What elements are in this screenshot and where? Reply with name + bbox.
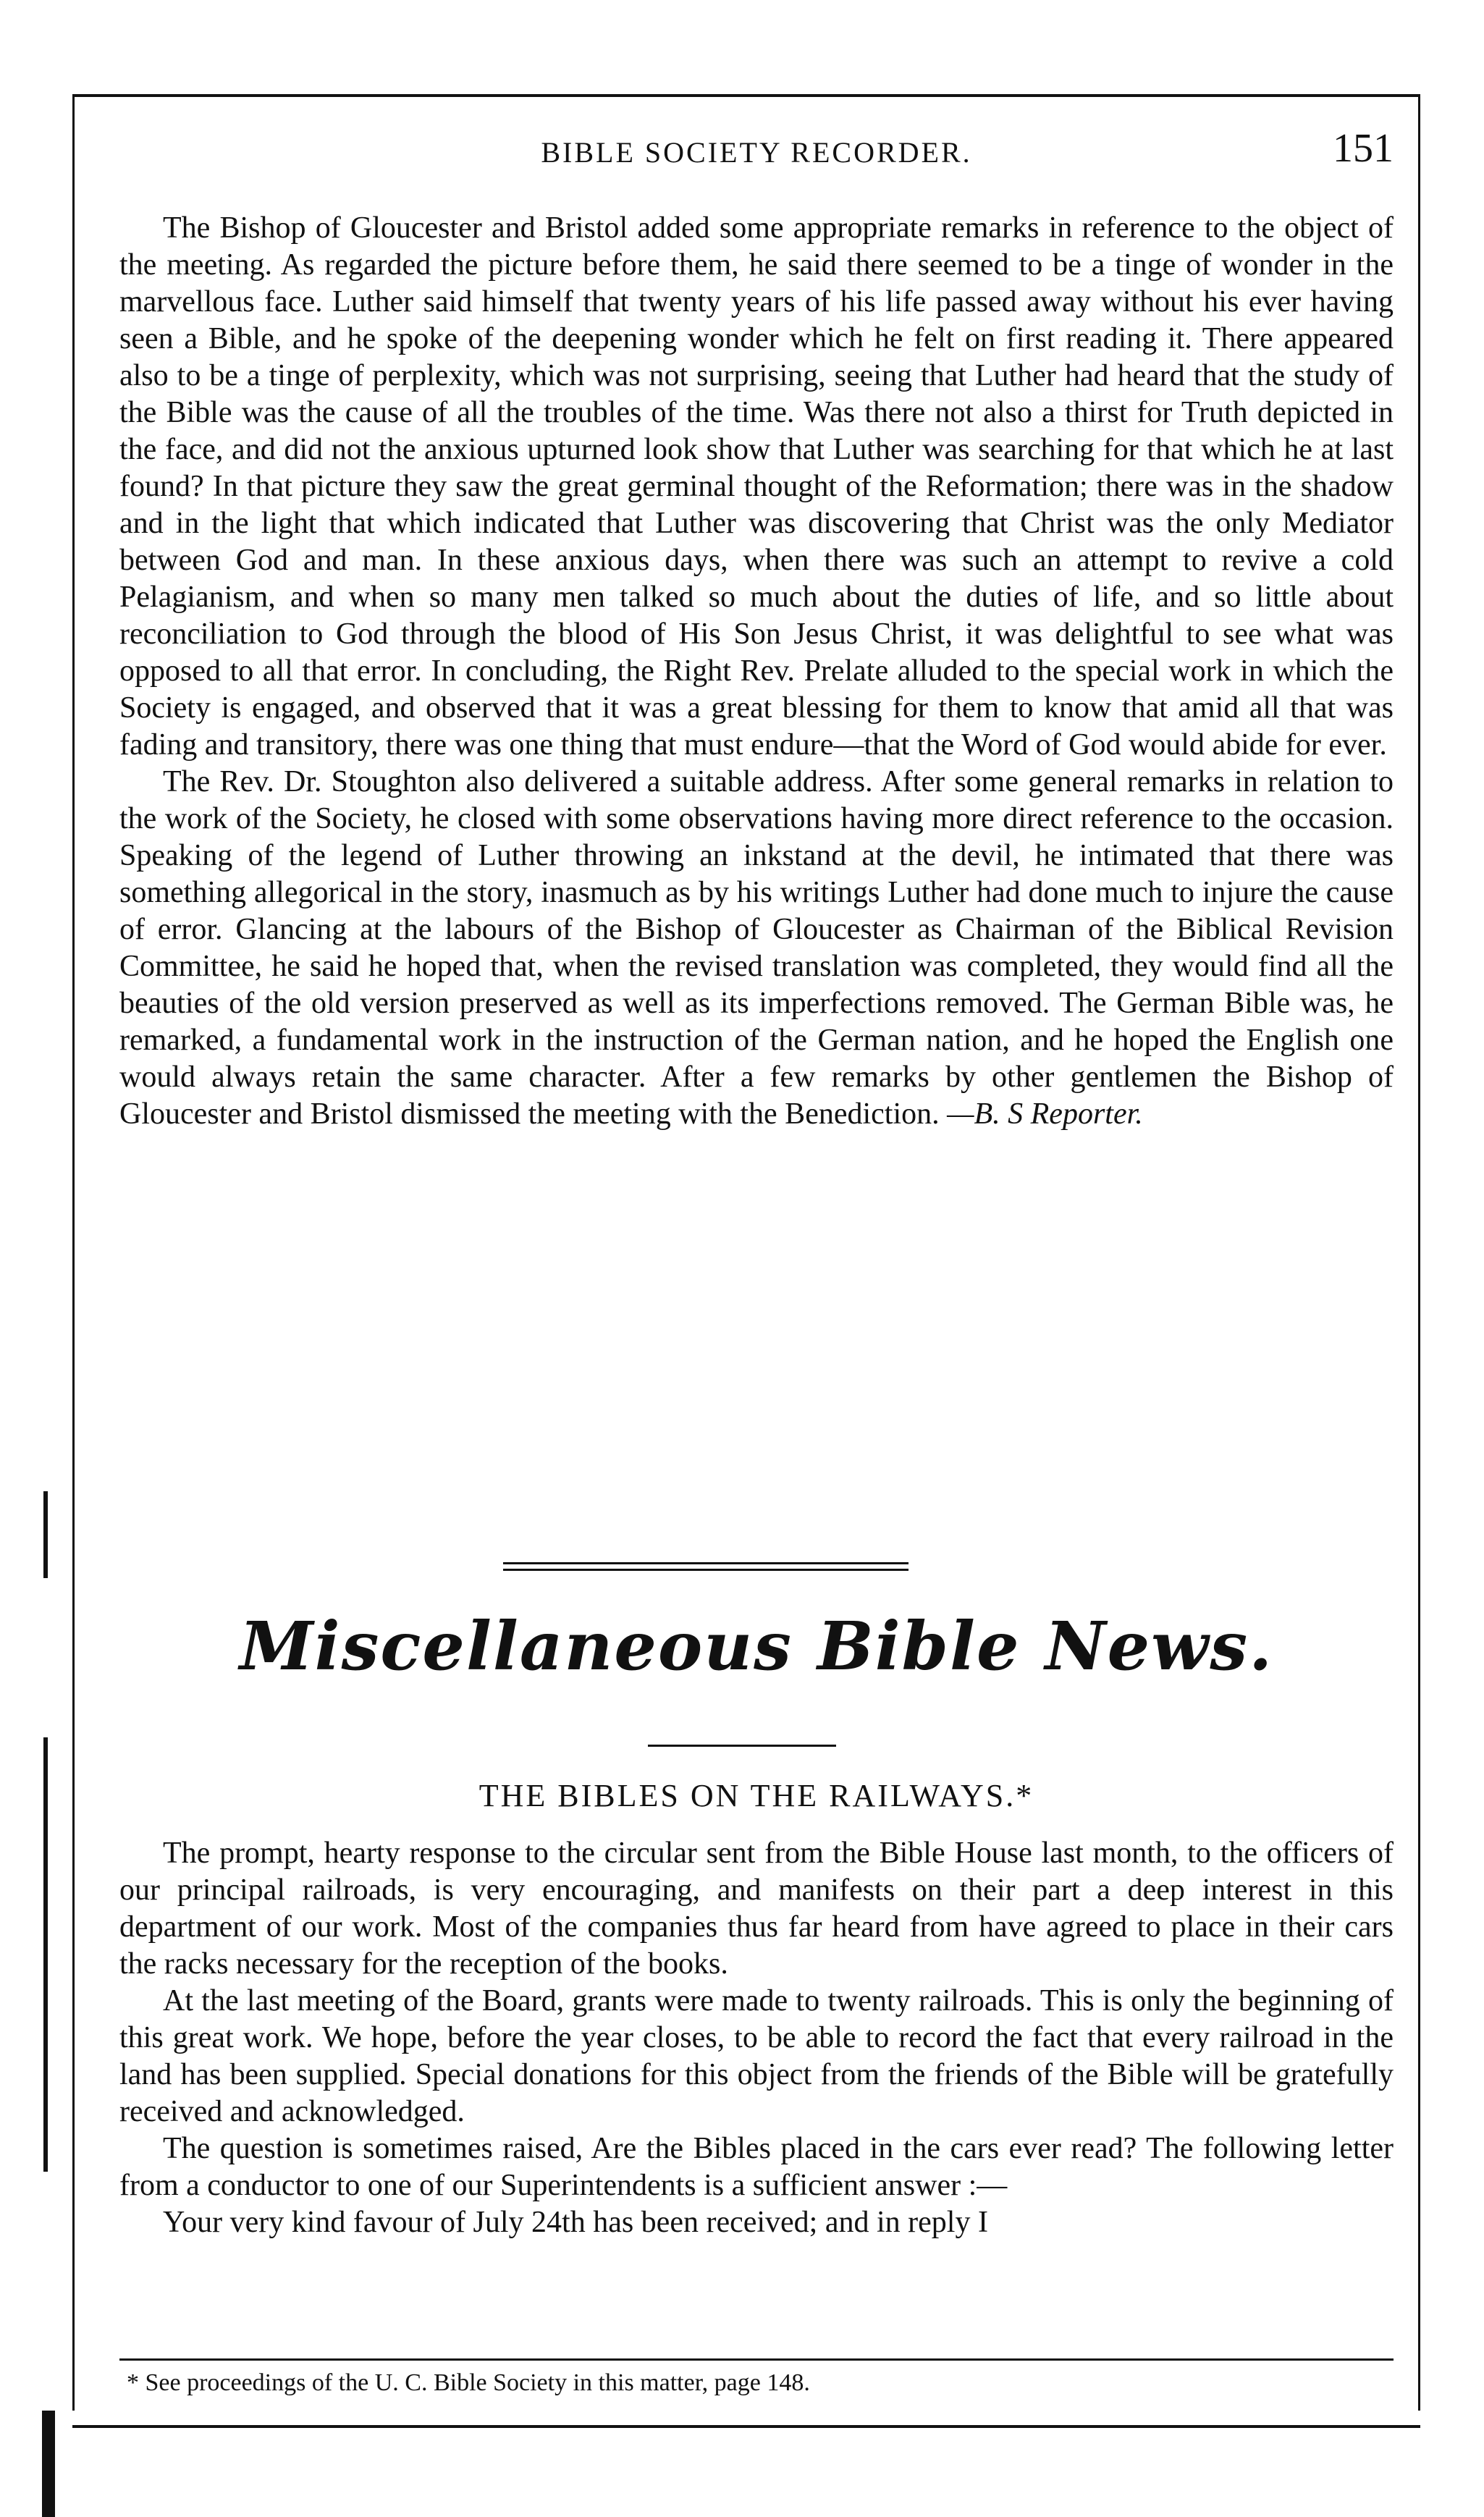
article-bibles-railways xyxy=(119,1835,1394,2241)
margin-mark xyxy=(43,1491,48,1578)
page-number: 151 xyxy=(1333,126,1394,171)
section-title: Miscellaneous Bible News. xyxy=(239,1607,1274,1685)
article-signature: —B. S Reporter. xyxy=(947,1097,1143,1131)
footnote-rule xyxy=(119,2358,1394,2361)
margin-mark xyxy=(42,2411,55,2517)
title-underline xyxy=(648,1745,836,1747)
paragraph-board-grants: At the last meeting of the Board, grants were made to twenty railroads. This is only the beginning of this great work. We hope, before the year closes, to be able to record the fact that every railroad in the land has been supplied. Special donations for this object from the friends of the Bible will be gratefully received and acknowledged. xyxy=(119,1984,1394,2128)
section-divider xyxy=(503,1562,908,1571)
paragraph-circular-response: The prompt, hearty response to the circular sent from the Bible House last month, to the officers of our principal railroads, is very encouraging, and manifests on their part a deep interest in this department of our work. Most of the companies thus far heard from have agreed to place in their cars the racks necessary for the reception of the books. xyxy=(119,1837,1394,1981)
margin-mark xyxy=(43,1737,48,2172)
paragraph-letter-start: Your very kind favour of July 24th has been received; and in reply I xyxy=(163,2206,988,2239)
article-luther-meeting xyxy=(119,210,1394,1133)
paragraph-stoughton-text: The Rev. Dr. Stoughton also delivered a suitable address. After some general remarks in relation to the work of the Society, he closed with some observations having more direct reference to the occasion. Speaking of the legend of Luther throwing an inkstand at the devil, he intimated that there was something allegorical in the story, inasmuch as by his writings Luther had done much to injure the cause of error. Glancing at the labours of the Bishop of Gloucester as Chairman of the Biblical Revision Committee, he said he hoped that, when the revised translation was completed, they would find all the beauties of the old version preserved as well as its imperfections removed. The German Bible was, he remarked, a fundamental work in the instruction of the German nation, and he hoped the English one would always retain the same character. After a few remarks by other gentlemen the Bishop of Gloucester and Bristol dismissed the meeting with the Benediction. xyxy=(119,765,1394,1131)
paragraph-stoughton-address xyxy=(119,764,1394,1133)
article-subtitle: THE BIBLES ON THE RAILWAYS.* xyxy=(478,1778,1034,1813)
bottom-rule xyxy=(72,2425,1420,2428)
paragraph-bishop-remarks: The Bishop of Gloucester and Bristol added some appropriate remarks in reference to the object of the meeting. As regarded the picture before them, he said there seemed to be a tinge of wonder in the marvellous face. Luther said himself that twenty years of his life passed away without his ever having seen a Bible, and he spoke of the deepening wonder which he felt on first reading it. There appeared also to be a tinge of perplexity, which was not surprising, seeing that Luther had heard that the study of the Bible was the cause of all the troubles of the time. Was there not also a thirst for Truth depicted in the face, and did not the anxious upturned look show that Luther was searching for that which he at last found? In that picture they saw the great germinal thought of the Reformation; there was in the shadow and in the light that which indicated that Luther was discovering that Christ was the only Mediator between God and man. In these anxious days, when there was such an attempt to revive a cold Pelagianism, and when so many men talked so much about the duties of life, and so little about reconciliation to God through the blood of His Son Jesus Christ, it was delightful to see what was opposed to all that error. In concluding, the Right Rev. Prelate alluded to the special work in which the Society is engaged, and observed that it was a great blessing for them to know that amid all that was fading and transitory, there was one thing that must endure—that the Word of God would abide for ever. xyxy=(119,211,1394,762)
footnote: * See proceedings of the U. C. Bible Society in this matter, page 148. xyxy=(127,2369,810,2396)
running-title: BIBLE SOCIETY RECORDER. xyxy=(541,136,972,169)
paragraph-question: The question is sometimes raised, Are the Bibles placed in the cars ever read? The following letter from a conductor to one of our Superintendents is a sufficient answer :— xyxy=(119,2132,1394,2202)
running-header xyxy=(119,119,1394,177)
